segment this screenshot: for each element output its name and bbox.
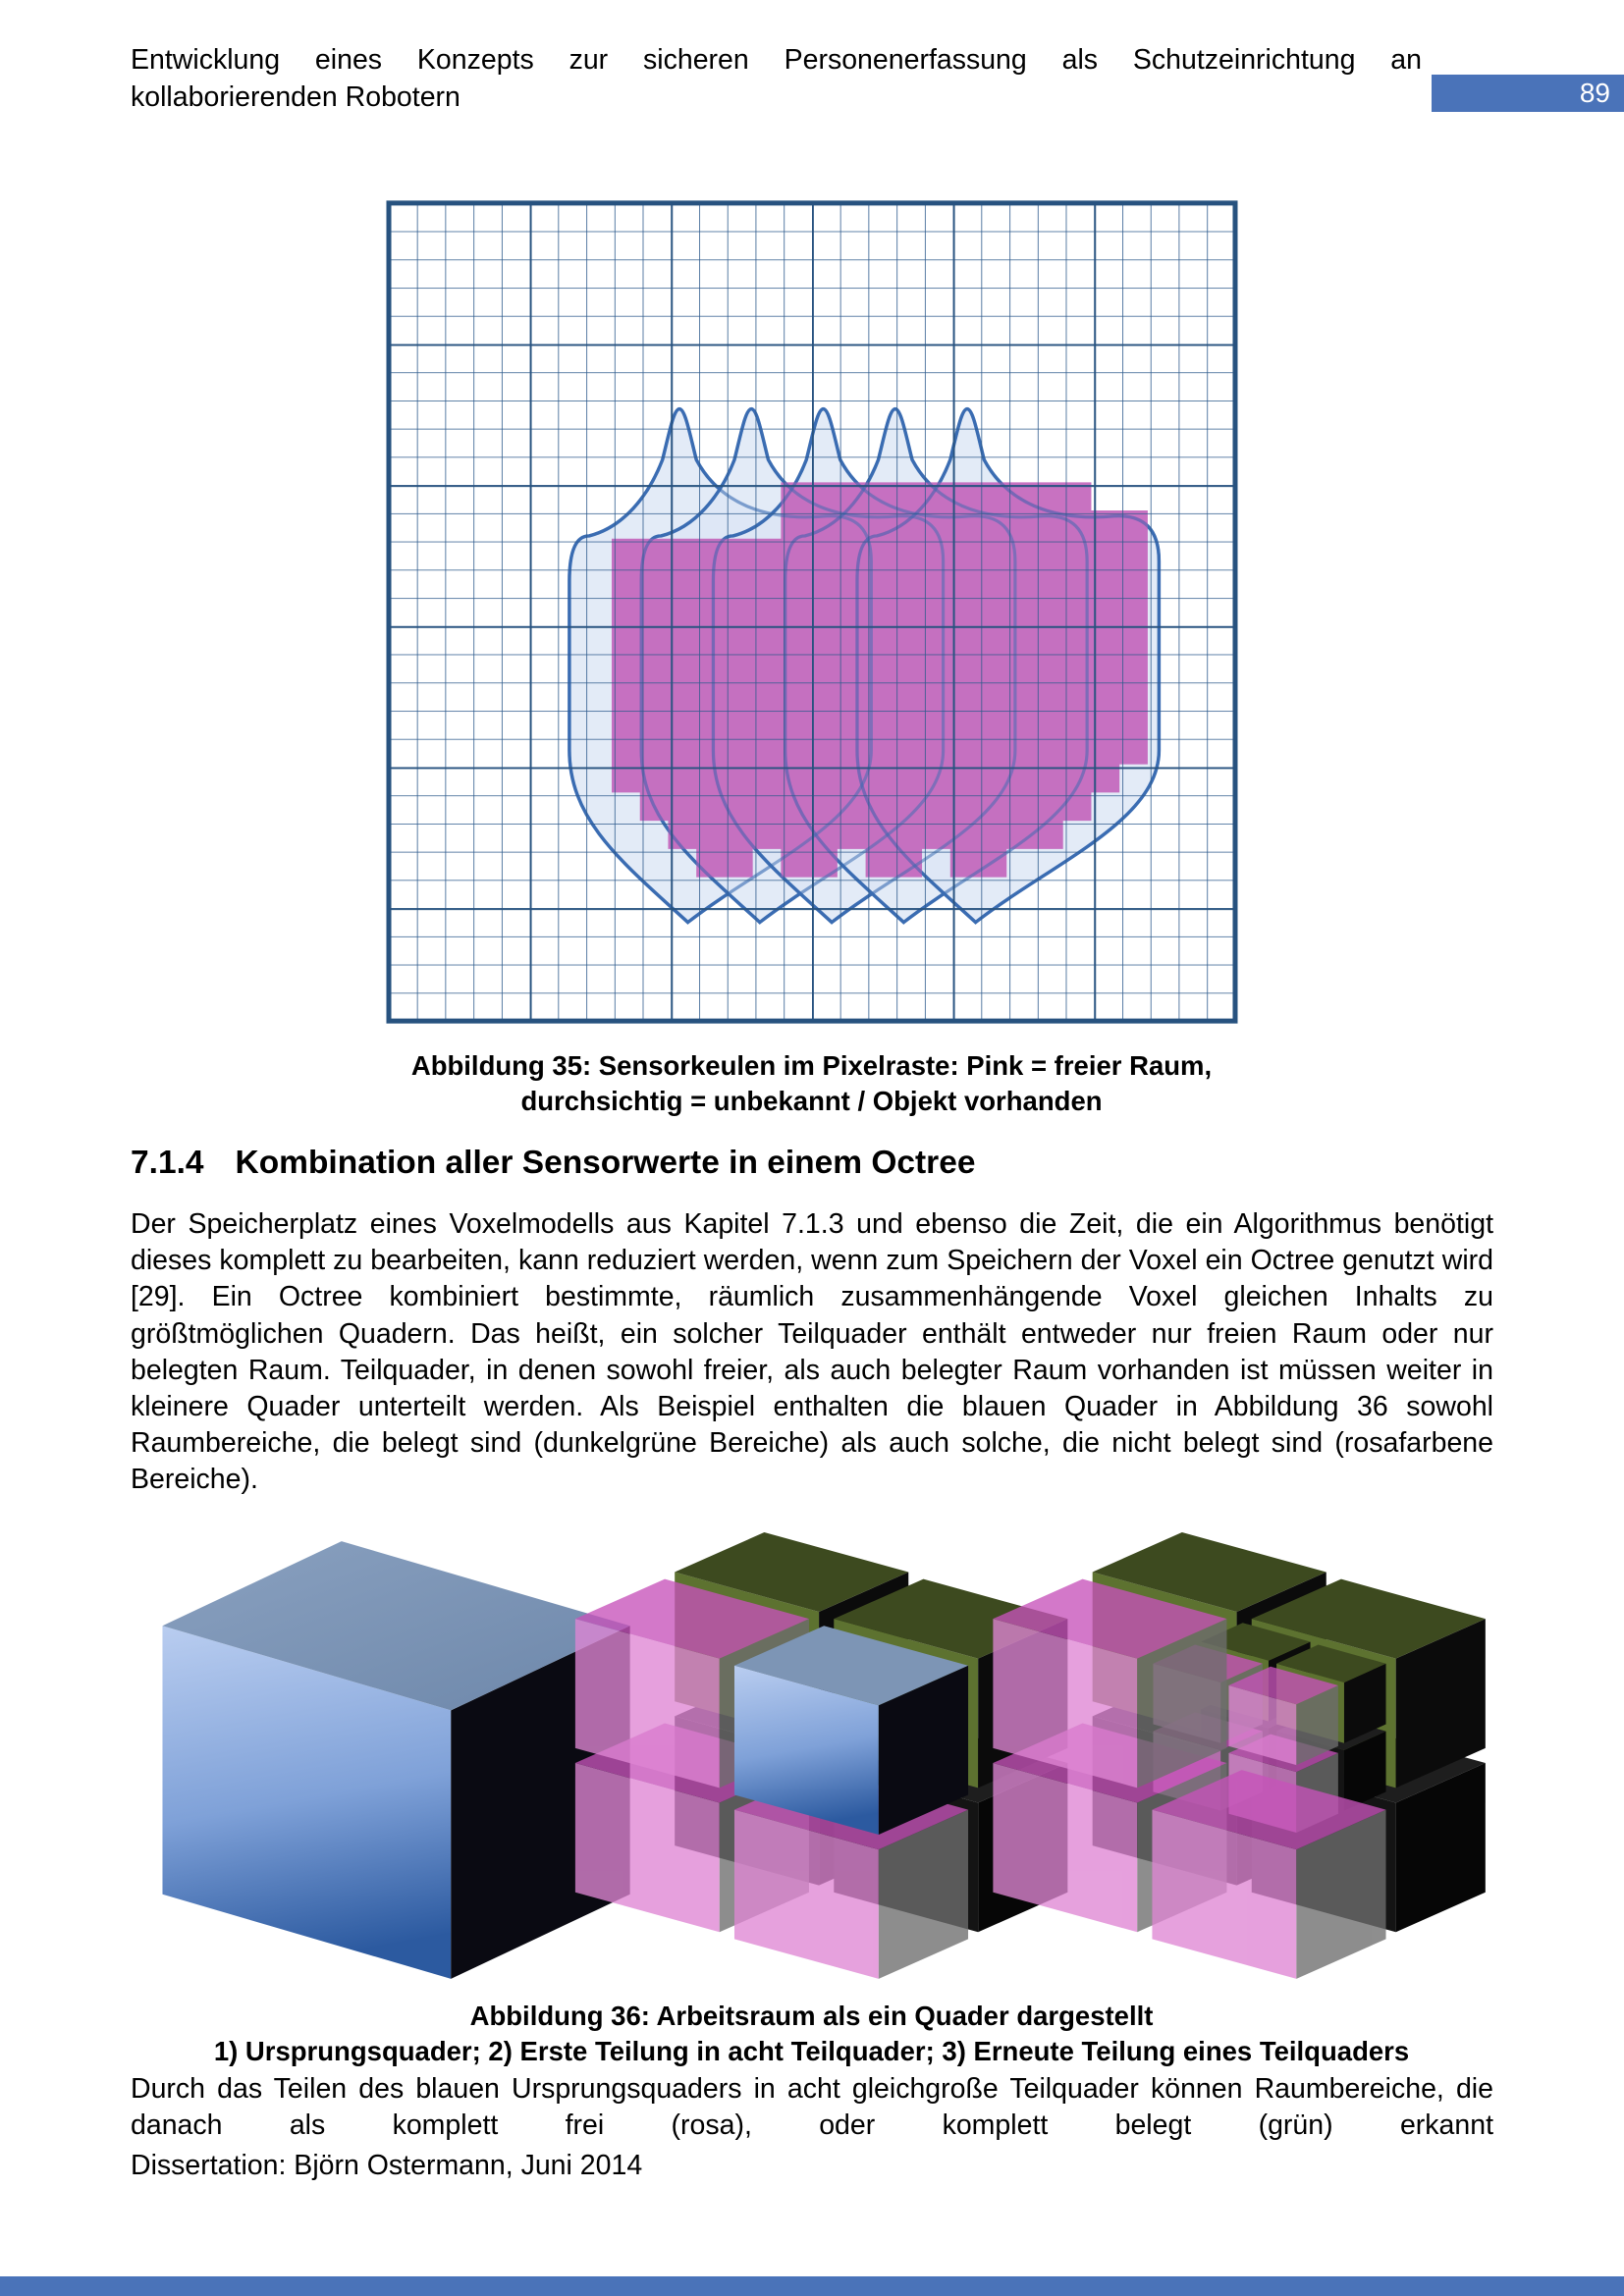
pixel-grid-figure — [386, 200, 1238, 1024]
figure-36-caption-line2: 1) Ursprungsquader; 2) Erste Teilung in acht Teilquader; 3) Erneute Teilung eines Teilquaders — [213, 2036, 1410, 2066]
octree-second-division — [993, 1532, 1485, 1979]
section-number: 7.1.4 — [131, 1145, 204, 1181]
figure-36-caption — [131, 1999, 1492, 2069]
page-number: 89 — [1579, 78, 1610, 108]
page-header — [131, 41, 1422, 116]
section-heading — [131, 1145, 975, 1182]
octree-cubes-figure — [137, 1531, 1487, 1989]
figure-35-caption — [131, 1048, 1492, 1119]
mini-cube-pink — [1228, 1667, 1337, 1765]
footer-accent-bar — [0, 2276, 1624, 2296]
figure-36-octree-cubes — [137, 1531, 1487, 1994]
figure-36-caption-line1: Abbildung 36: Arbeitsraum als ein Quader dargestellt — [469, 2001, 1154, 2031]
figure-35-caption-line1: Abbildung 35: Sensorkeulen im Pixelraste: Pink = freier Raum, — [410, 1050, 1213, 1081]
subcube-pink — [993, 1579, 1226, 1789]
subcube-blue-mixed — [734, 1626, 968, 1835]
header-title-line1: Entwicklung eines Konzepts zur sicheren Personenerfassung als Schutzeinrichtung an — [131, 44, 1422, 76]
body-paragraph-1: Der Speicherplatz eines Voxelmodells aus Kapitel 7.1.3 und ebenso die Zeit, die ein Algorithmus benötigt dieses komplett zu bearbeiten, kann reduziert werden, wenn zum Speichern der Voxel ein Octree genutzt wird [29]. Ein Octree kombiniert bestimmte, räumlich zusammenhängende Voxel gleichen Inhalts zu größtmöglichen Quadern. Das heißt, ein solcher Teilquader enthält entweder nur freien Raum oder nur belegten Raum. Teilquader, in denen sowohl freier, als auch belegter Raum vorhanden ist müssen weiter in kleinere Quader unterteilt werden. Als Beispiel enthalten die blauen Quader in Abbildung 36 sowohl Raumbereiche, die belegt sind (dunkelgrüne Bereiche) als auch solche, die nicht belegt sind (rosafarbene Bereiche). — [131, 1208, 1493, 1496]
page-number-badge — [1432, 75, 1624, 112]
origin-cube — [162, 1541, 629, 1979]
pixel-grid-major-lines — [389, 203, 1235, 1021]
octree-first-division — [575, 1532, 1067, 1979]
figure-35-caption-line2: durchsichtig = unbekannt / Objekt vorhanden — [520, 1086, 1103, 1116]
header-title-line2: kollaborierenden Robotern — [131, 81, 460, 113]
section-title: Kombination aller Sensorwerte in einem Octree — [235, 1145, 976, 1181]
subcube-pink — [1152, 1770, 1385, 1979]
footer-text: Dissertation: Björn Ostermann, Juni 2014 — [131, 2150, 643, 2181]
body-paragraph-2: Durch das Teilen des blauen Ursprungsquaders in acht gleichgroße Teilquader können Raumbereiche, die danach als komplett frei (rosa), oder komplett belegt (grün) erkannt — [131, 2073, 1493, 2142]
figure-35-sensor-lobes-grid — [386, 200, 1238, 1029]
